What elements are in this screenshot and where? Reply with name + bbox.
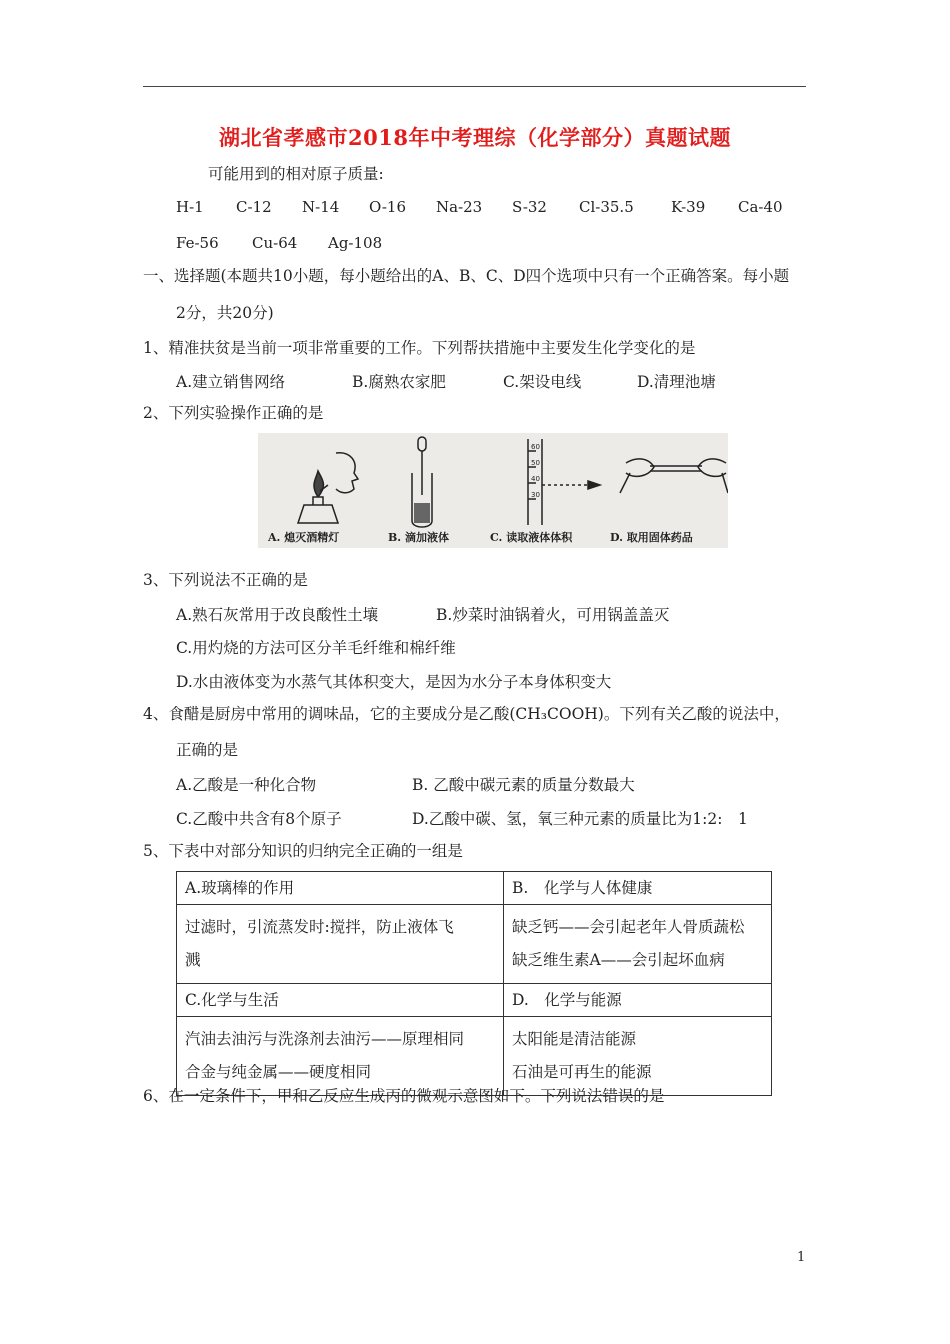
cell-a-line2: 溅	[185, 951, 201, 969]
mass-ca: Ca-40	[738, 198, 783, 216]
q5-knowledge-table	[176, 871, 772, 1096]
mass-n: N-14	[302, 198, 340, 216]
scale-60: 60	[531, 443, 540, 451]
mass-s: S-32	[512, 198, 547, 216]
cell-c-line2: 合金与纯金属——硬度相同	[185, 1063, 372, 1081]
cell-b-line1: 缺乏钙——会引起老年人骨质蔬松	[512, 918, 745, 936]
scale-40: 40	[531, 475, 540, 483]
q3-option-b: B.炒菜时油锅着火，可用锅盖盖灭	[436, 606, 670, 624]
section1-line2: 2分，共20分)	[176, 304, 274, 322]
masses-intro: 可能用到的相对原子质量:	[208, 165, 384, 183]
scale-50: 50	[531, 459, 540, 467]
table-row	[177, 872, 772, 905]
table-row	[177, 905, 772, 984]
q5-stem: 5、下表中对部分知识的归纳完全正确的一组是	[143, 842, 463, 860]
q3-option-d: D.水由液体变为水蒸气其体积变大，是因为水分子本身体积变大	[176, 673, 612, 691]
q4-option-c: C.乙酸中共含有8个原子	[176, 810, 342, 828]
q2-lab-figure	[258, 433, 728, 548]
mass-o: O-16	[369, 198, 407, 216]
table-row	[177, 1017, 772, 1096]
mass-cu: Cu-64	[252, 234, 298, 252]
q4-option-d: D.乙酸中碳、氢，氧三种元素的质量比为1:2: 1	[412, 810, 748, 828]
q3-stem: 3、下列说法不正确的是	[143, 571, 308, 589]
mass-h: H-1	[176, 198, 204, 216]
caption-b: B. 滴加液体	[388, 531, 449, 544]
q3-option-c: C.用灼烧的方法可区分羊毛纤维和棉纤维	[176, 639, 456, 657]
cell-d-line2: 石油是可再生的能源	[512, 1063, 652, 1081]
mass-k: K-39	[671, 198, 706, 216]
cell-c-body	[177, 1017, 504, 1096]
mass-c: C-12	[236, 198, 272, 216]
cell-c-line1: 汽油去油污与洗涤剂去油污——原理相同	[185, 1030, 465, 1048]
cell-d-head: D. 化学与能源	[504, 984, 772, 1017]
scale-30: 30	[531, 491, 540, 499]
hands-tube-icon	[620, 459, 728, 493]
q4-stem-line1: 4、食醋是厨房中常用的调味品，它的主要成分是乙酸(CH₃COOH)。下列有关乙酸的说法中，	[143, 705, 790, 723]
cell-c-head: C.化学与生活	[177, 984, 504, 1017]
cell-b-line2: 缺乏维生素A——会引起坏血病	[512, 951, 725, 969]
q4-option-b: B. 乙酸中碳元素的质量分数最大	[412, 776, 635, 794]
cell-d-body	[504, 1017, 772, 1096]
q2-stem: 2、下列实验操作正确的是	[143, 404, 324, 422]
mass-ag: Ag-108	[328, 234, 383, 252]
dropper-test-tube-icon	[412, 437, 432, 527]
q1-option-a: A.建立销售网络	[176, 373, 286, 391]
caption-c: C. 读取液体体积	[490, 531, 573, 544]
mass-cl: Cl-35.5	[579, 198, 634, 216]
q1-option-d: D.清理池塘	[637, 373, 716, 391]
cell-a-body	[177, 905, 504, 984]
q1-option-c: C.架设电线	[503, 373, 582, 391]
q3-option-a: A.熟石灰常用于改良酸性土壤	[176, 606, 379, 624]
q4-stem-line2: 正确的是	[176, 741, 239, 759]
header-rule	[143, 86, 806, 87]
table-row	[177, 984, 772, 1017]
alcohol-lamp-icon	[298, 453, 358, 523]
q1-option-b: B.腐熟农家肥	[352, 373, 446, 391]
cell-a-line1: 过滤时，引流蒸发时:搅拌，防止液体飞	[185, 918, 454, 936]
caption-d: D. 取用固体药品	[610, 531, 693, 544]
page-title: 湖北省孝感市2018年中考理综（化学部分）真题试题	[219, 125, 731, 150]
q4-option-a: A.乙酸是一种化合物	[176, 776, 317, 794]
mass-na: Na-23	[436, 198, 483, 216]
cell-a-head: A.玻璃棒的作用	[177, 872, 504, 905]
cell-b-head: B. 化学与人体健康	[504, 872, 772, 905]
q1-stem: 1、精准扶贫是当前一项非常重要的工作。下列帮扶措施中主要发生化学变化的是	[143, 339, 696, 357]
q6-stem: 6、在一定条件下，甲和乙反应生成丙的微观示意图如下。下列说法错误的是	[143, 1087, 665, 1105]
mass-fe: Fe-56	[176, 234, 219, 252]
page-number: 1	[797, 1250, 806, 1265]
caption-a: A. 熄灭酒精灯	[268, 531, 340, 544]
cell-d-line1: 太阳能是清洁能源	[512, 1030, 637, 1048]
section1-line1: 一、选择题(本题共10小题，每小题给出的A、B、C、D四个选项中只有一个正确答案。每小题	[143, 267, 790, 285]
cell-b-body	[504, 905, 772, 984]
